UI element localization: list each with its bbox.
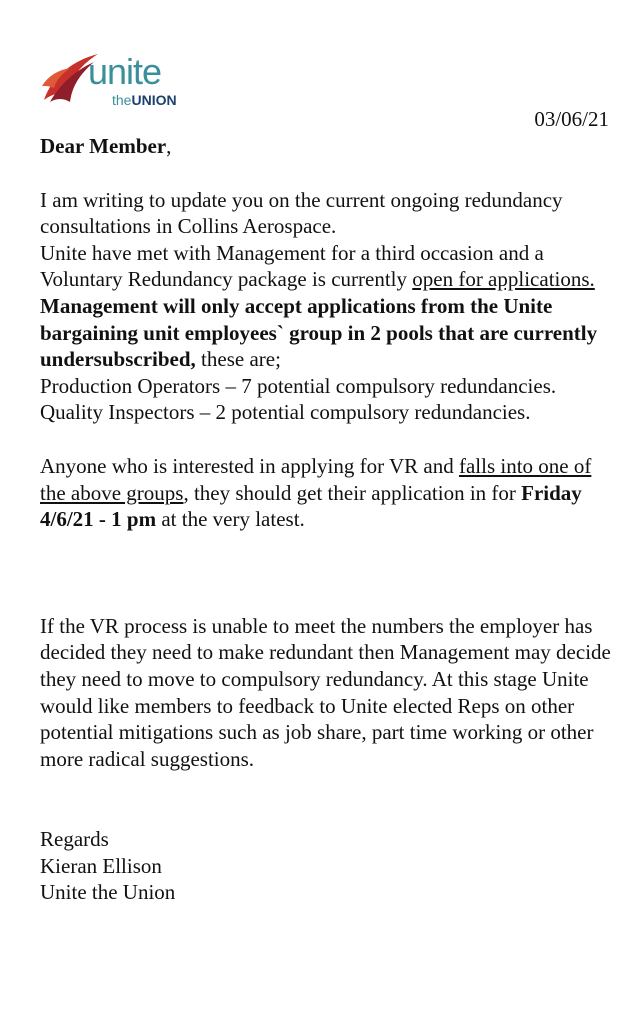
vr-package-lead: Unite have met with Management for a third occasion and a Voluntary Redundancy package is currently: [40, 240, 544, 292]
application-instructions: [40, 453, 615, 533]
vr-package-text: [40, 240, 615, 293]
groups-underlined: falls into one of the above groups: [40, 453, 592, 505]
letter-date: 03/06/21: [534, 107, 609, 131]
intro-text: I am writing to update you on the current ongoing redundancy consultations in Collins Aerospace.: [40, 187, 563, 239]
signoff-regards: Regards: [40, 827, 109, 852]
unite-logo-graphic: [40, 46, 190, 110]
logo-brand-text: unite: [88, 51, 162, 92]
logo-subtitle-prefix: the: [112, 92, 132, 108]
application-deadline: Friday 4/6/21 - 1 pm: [40, 480, 582, 532]
pool-notice-rest: these are;: [195, 347, 281, 372]
compulsory-redundancy-paragraph: If the VR process is unable to meet the numbers the employer has decided they need to make redundant then Management may decide they need to move to compulsory redundancy. At this stage Unite would like members to feedback to Unite elected Reps on other potential mitigations such as job share, part time working or other more radical suggestions.: [40, 613, 611, 771]
application-middle: , they should get their application in for: [183, 480, 522, 505]
pool-production-operators: Production Operators – 7 potential compulsory redundancies.: [40, 373, 557, 398]
salutation-comma: ,: [166, 134, 172, 158]
logo-subtitle: [112, 92, 177, 108]
salutation-name: Dear Member: [40, 134, 167, 158]
open-for-applications: open for applications.: [412, 267, 595, 292]
pool-notice-bold: Management will only accept applications from the Unite bargaining unit employees` group in 2 pools that are currently undersubscribed,: [40, 293, 598, 372]
signoff-name: Kieran Ellison: [40, 853, 162, 878]
signoff-organisation: Unite the Union: [40, 880, 176, 905]
application-end: at the very latest.: [156, 507, 305, 532]
unite-logo: [40, 46, 190, 110]
pool-notice: [40, 293, 615, 373]
letter-body: [40, 133, 615, 906]
logo-subtitle-bold: UNION: [131, 92, 177, 108]
salutation: [40, 133, 615, 160]
pool-quality-inspectors: Quality Inspectors – 2 potential compulsory redundancies.: [40, 400, 531, 425]
application-lead: Anyone who is interested in applying for VR and: [40, 453, 459, 478]
